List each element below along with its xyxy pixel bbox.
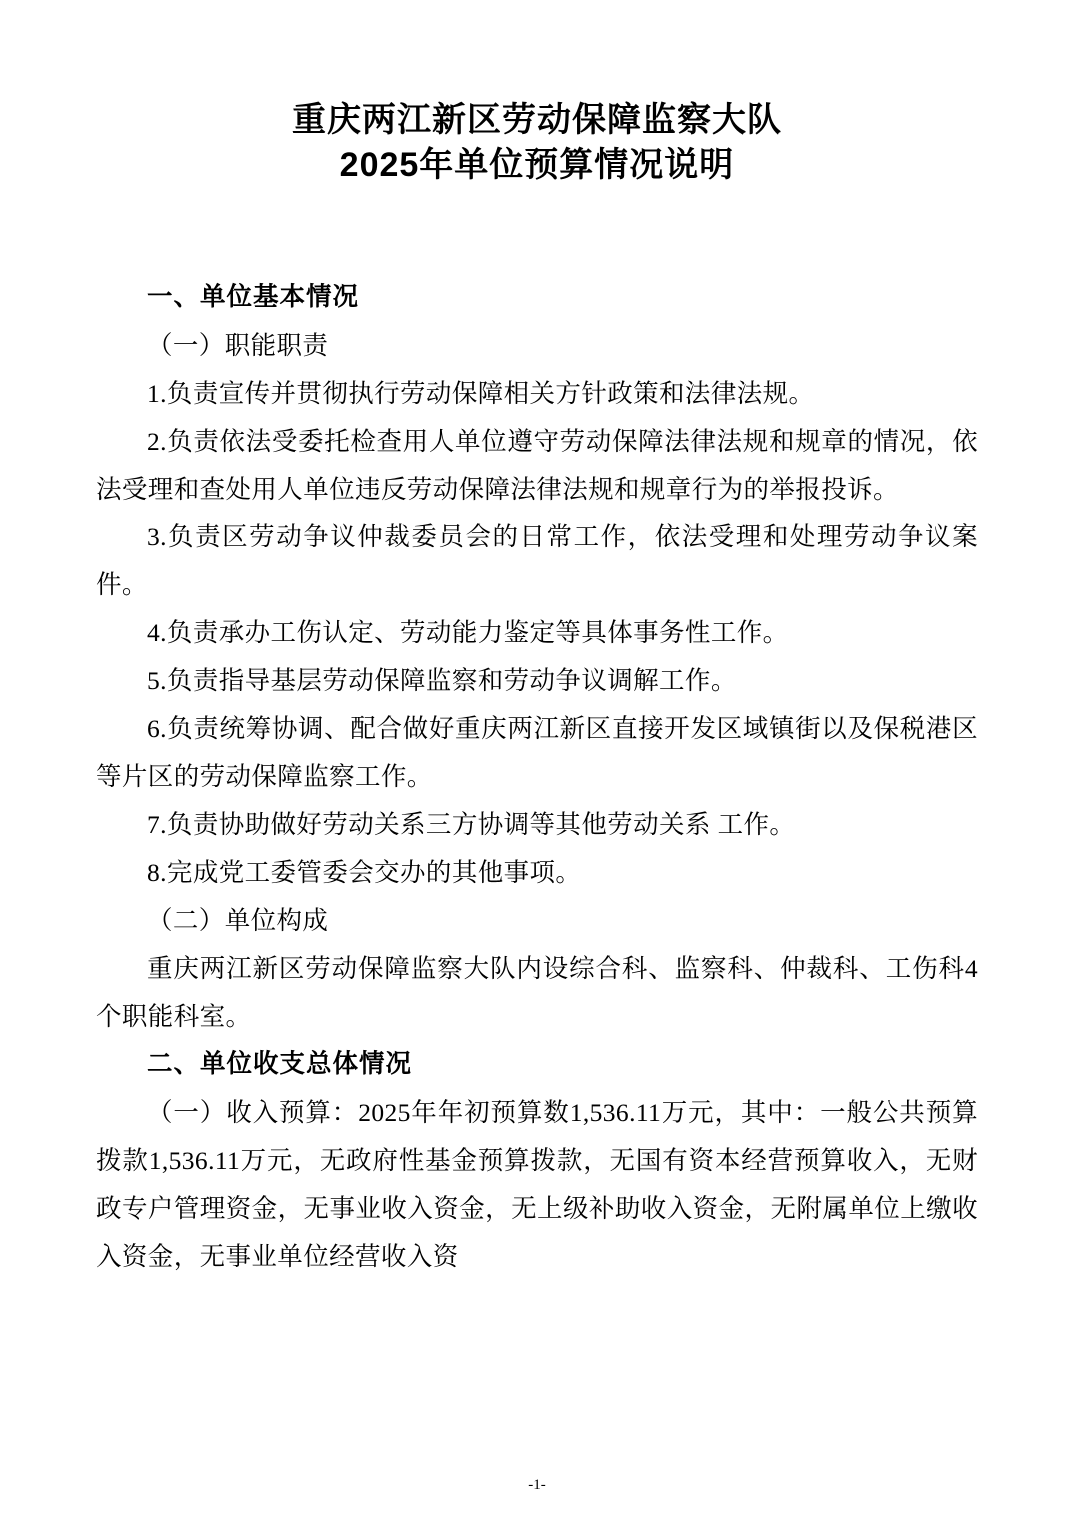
paragraph-duty-6: 6.负责统筹协调、配合做好重庆两江新区直接开发区域镇街以及保税港区等片区的劳动保障监察工作。	[96, 714, 978, 792]
page-number: -1-	[528, 1477, 546, 1493]
paragraph-duty-1: 1.负责宣传并贯彻执行劳动保障相关方针政策和法律法规。	[147, 378, 815, 408]
document-body	[96, 274, 978, 1281]
paragraph-duty-4: 4.负责承办工伤认定、劳动能力鉴定等具体事务性工作。	[147, 618, 789, 648]
paragraph-duty-7: 7.负责协助做好劳动关系三方协调等其他劳动关系 工作。	[147, 810, 796, 840]
paragraph-duty-8: 8.完成党工委管委会交办的其他事项。	[147, 858, 582, 887]
subsection-heading-1a: （一）职能职责	[147, 330, 329, 360]
title-line-2: 2025年单位预算情况说明	[339, 145, 735, 184]
paragraph-duty-5: 5.负责指导基层劳动保障监察和劳动争议调解工作。	[147, 666, 737, 696]
paragraph-composition: 重庆两江新区劳动保障监察大队内设综合科、监察科、仲裁科、工伤科4个职能科室。	[96, 953, 978, 1031]
section-heading-2: 二、单位收支总体情况	[147, 1049, 413, 1078]
paragraph-duty-2: 2.负责依法受委托检查用人单位遵守劳动保障法律法规和规章的情况，依法受理和查处用人单位违反劳动保障法律法规和规章行为的举报投诉。	[96, 426, 978, 504]
page-title	[96, 88, 978, 188]
paragraph-revenue: （一）收入预算：2025年年初预算数1,536.11万元，其中：一般公共预算拨款1,536.11万元，无政府性基金预算拨款，无国有资本经营预算收入，无财政专户管理资金，无事业收入资金，无上级补助收入资金，无附属单位上缴收入资金，无事业单位经营收入资	[96, 1097, 978, 1271]
section-heading-1: 一、单位基本情况	[147, 282, 360, 311]
title-line-1: 重庆两江新区劳动保障监察大队	[292, 101, 782, 139]
subsection-heading-1b: （二）单位构成	[147, 905, 329, 935]
paragraph-duty-3: 3.负责区劳动争议仲裁委员会的日常工作，依法受理和处理劳动争议案件。	[96, 522, 978, 600]
